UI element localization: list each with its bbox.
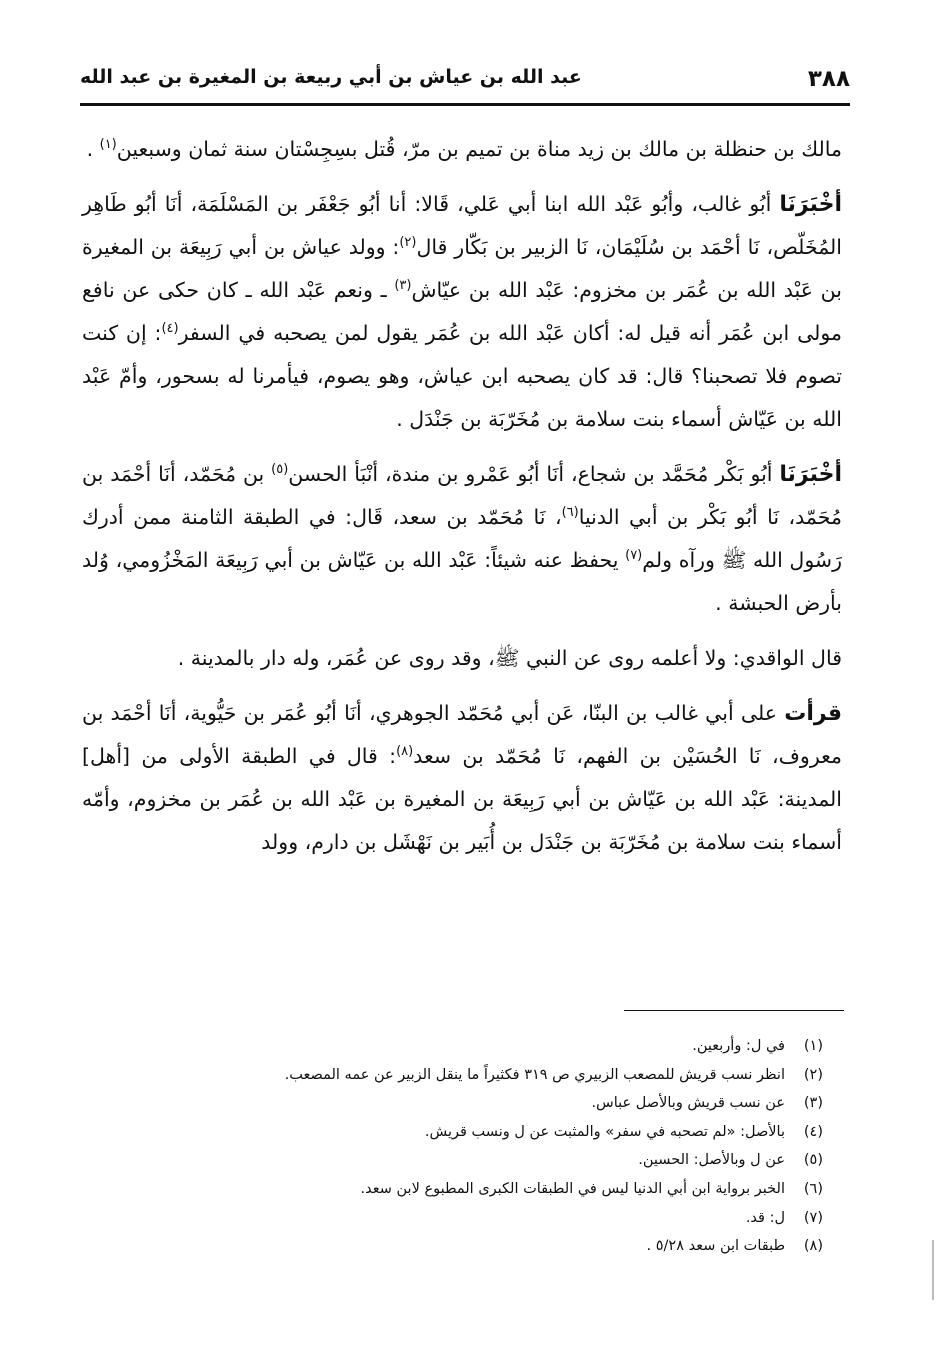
paragraph-lead-word: قرأت: [784, 701, 842, 726]
footnote-number: (٤): [803, 1123, 823, 1140]
footnote-text: عن ل وبالأصل: الحسين.: [638, 1152, 785, 1169]
paragraph-text: : قال في الطبقة الأولى من [أهل] المدينة: عَبْد الله بن عَيّاش بن أبي رَبِيعَة بن المغيرة بن عَبْد الله بن عُمَر بن مخزوم، وأمّه أسماء بنت سلامة بن مُخَرّبَة بن جَنْدَل بن أُبَير بن نَهْشَل بن دارم، وولد: [82, 744, 842, 854]
footnote-ref-5: (٥): [271, 462, 289, 478]
paragraph-text: أبُو بَكْر مُحَمَّد بن شجاع، أنَا أبُو عَمْرو بن مندة، أنْبَأ الحسن: [288, 462, 780, 486]
paragraph-2: [82, 183, 842, 441]
footnote-number: (٦): [803, 1180, 823, 1197]
paragraph-text: أبُو غالب، وأبُو عَبْد الله ابنا أبي عَلي، قَالا: أنا أبُو جَعْفَر بن المَسْلَمَة، أنَا أبُو طَاهِر المُخَلّص، نَا أحْمَد بن سُلَيْمَان، نَا الزبير بن بَكّار قال: [82, 192, 842, 259]
footnote-item: [103, 1204, 823, 1233]
main-text: [82, 128, 842, 876]
header-rule: [80, 103, 850, 106]
paragraph-text: : وولد عياش بن أبي رَبِيعَة بن المغيرة بن عَبْد الله بن عُمَر بن مخزوم: عَبْد الله بن عيّاش: [82, 235, 842, 302]
footnotes: [103, 1032, 823, 1261]
paragraph-text: مالك بن حنظلة بن مالك بن زيد مناة بن تميم بن مرّ، قُتل بسِجِسْتان سنة ثمان وسبعين: [116, 137, 842, 161]
paragraph-1: [82, 128, 842, 171]
paragraph-text: : إن كنت تصوم فلا تصحبنا؟ قال: قد كان يصحبه ابن عياش، وهو يصوم، فيأمرنا له بسحور، وأمّ عَبْد الله بن عَيّاش أسماء بنت سلامة بن مُخَرّبَة بن جَنْدَل .: [82, 321, 842, 431]
footnote-number: (٢): [803, 1066, 823, 1083]
footnote-ref-6: (٦): [561, 505, 579, 521]
footnote-ref-3: (٣): [394, 278, 412, 294]
paragraph-text: قال الواقدي: ولا أعلمه روى عن النبي ﷺ، وقد روى عن عُمَر، وله دار بالمدينة .: [177, 646, 842, 670]
paragraph-text: ـ ونعم عَبْد الله ـ كان حكى عن نافع مولى ابن عُمَر أنه قيل له: أكان عَبْد الله بن عُمَر يقول لمن يصحبه في السفر: [82, 278, 842, 345]
footnote-ref-2: (٢): [399, 235, 417, 251]
footnote-number: (٧): [803, 1209, 823, 1226]
footnote-item: [103, 1089, 823, 1118]
footnote-ref-8: (٨): [396, 744, 414, 760]
footnote-text: ل: قد.: [745, 1209, 785, 1226]
paragraph-text: .: [86, 137, 100, 161]
footnote-text: في ل: وأربعين.: [692, 1038, 785, 1054]
page-number: ٣٨٨: [807, 66, 850, 92]
footnote-separator: [624, 1010, 844, 1011]
paragraph-text: بن مُحَمّد، أنَا أحْمَد بن مُحَمّد، نَا أبُو بَكْر بن أبي الدنيا: [82, 462, 842, 529]
footnote-item: [103, 1061, 823, 1090]
paragraph-3: [82, 453, 842, 625]
footnote-number: (١): [803, 1038, 823, 1054]
footnote-number: (٨): [803, 1238, 823, 1255]
paragraph-text: يحفظ عنه شيئاً: عَبْد الله بن عَيّاش بن أبي رَبِيعَة المَخْزُومي، وُلد بأرض الحبشة .: [82, 548, 842, 615]
scan-edge-mark: [932, 1240, 934, 1300]
footnote-text: طبقات ابن سعد ٥/٢٨ .: [646, 1238, 785, 1255]
paragraph-4: [82, 637, 842, 680]
footnote-number: (٣): [803, 1095, 823, 1112]
footnote-text: انظر نسب قريش للمصعب الزبيري ص ٣١٩ فكثيراً ما ينقل الزبير عن عمه المصعب.: [284, 1066, 785, 1083]
footnote-text: بالأصل: «لم تصحبه في سفر» والمثبت عن ل ونسب قريش.: [424, 1123, 785, 1140]
footnote-text: عن نسب قريش وبالأصل عباس.: [591, 1095, 785, 1112]
footnote-ref-1: (١): [99, 137, 117, 153]
footnote-item: [103, 1232, 823, 1261]
footnote-item: [103, 1118, 823, 1147]
paragraph-5: [82, 692, 842, 864]
footnote-number: (٥): [803, 1152, 823, 1169]
footnote-item: [103, 1032, 823, 1061]
footnote-item: [103, 1175, 823, 1204]
paragraph-text: على أبي غالب بن البنّا، عَن أبي مُحَمّد الجوهري، أنَا أبُو عُمَر بن حَيُّوية، أنَا أحْمَد بن معروف، نَا الحُسَيْن بن الفهم، نَا مُحَمّد بن سعد: [82, 701, 843, 768]
footnote-ref-7: (٧): [625, 548, 643, 564]
paragraph-lead-word: أخْبَرَنَا: [779, 192, 842, 217]
paragraph-lead-word: أخْبَرَنَا: [779, 462, 842, 487]
footnote-text: الخبر برواية ابن أبي الدنيا ليس في الطبقات الكبرى المطبوع لابن سعد.: [360, 1180, 785, 1197]
paragraph-text: ، نَا مُحَمّد بن سعد، قَال: في الطبقة الثامنة ممن أدرك رَسُول الله ﷺ ورآه ولم: [82, 505, 842, 572]
footnote-ref-4: (٤): [161, 321, 179, 337]
running-title: عبد الله بن عياش بن أبي ربيعة بن المغيرة بن عبد الله: [80, 66, 582, 88]
page-header: [80, 62, 850, 98]
footnote-item: [103, 1146, 823, 1175]
